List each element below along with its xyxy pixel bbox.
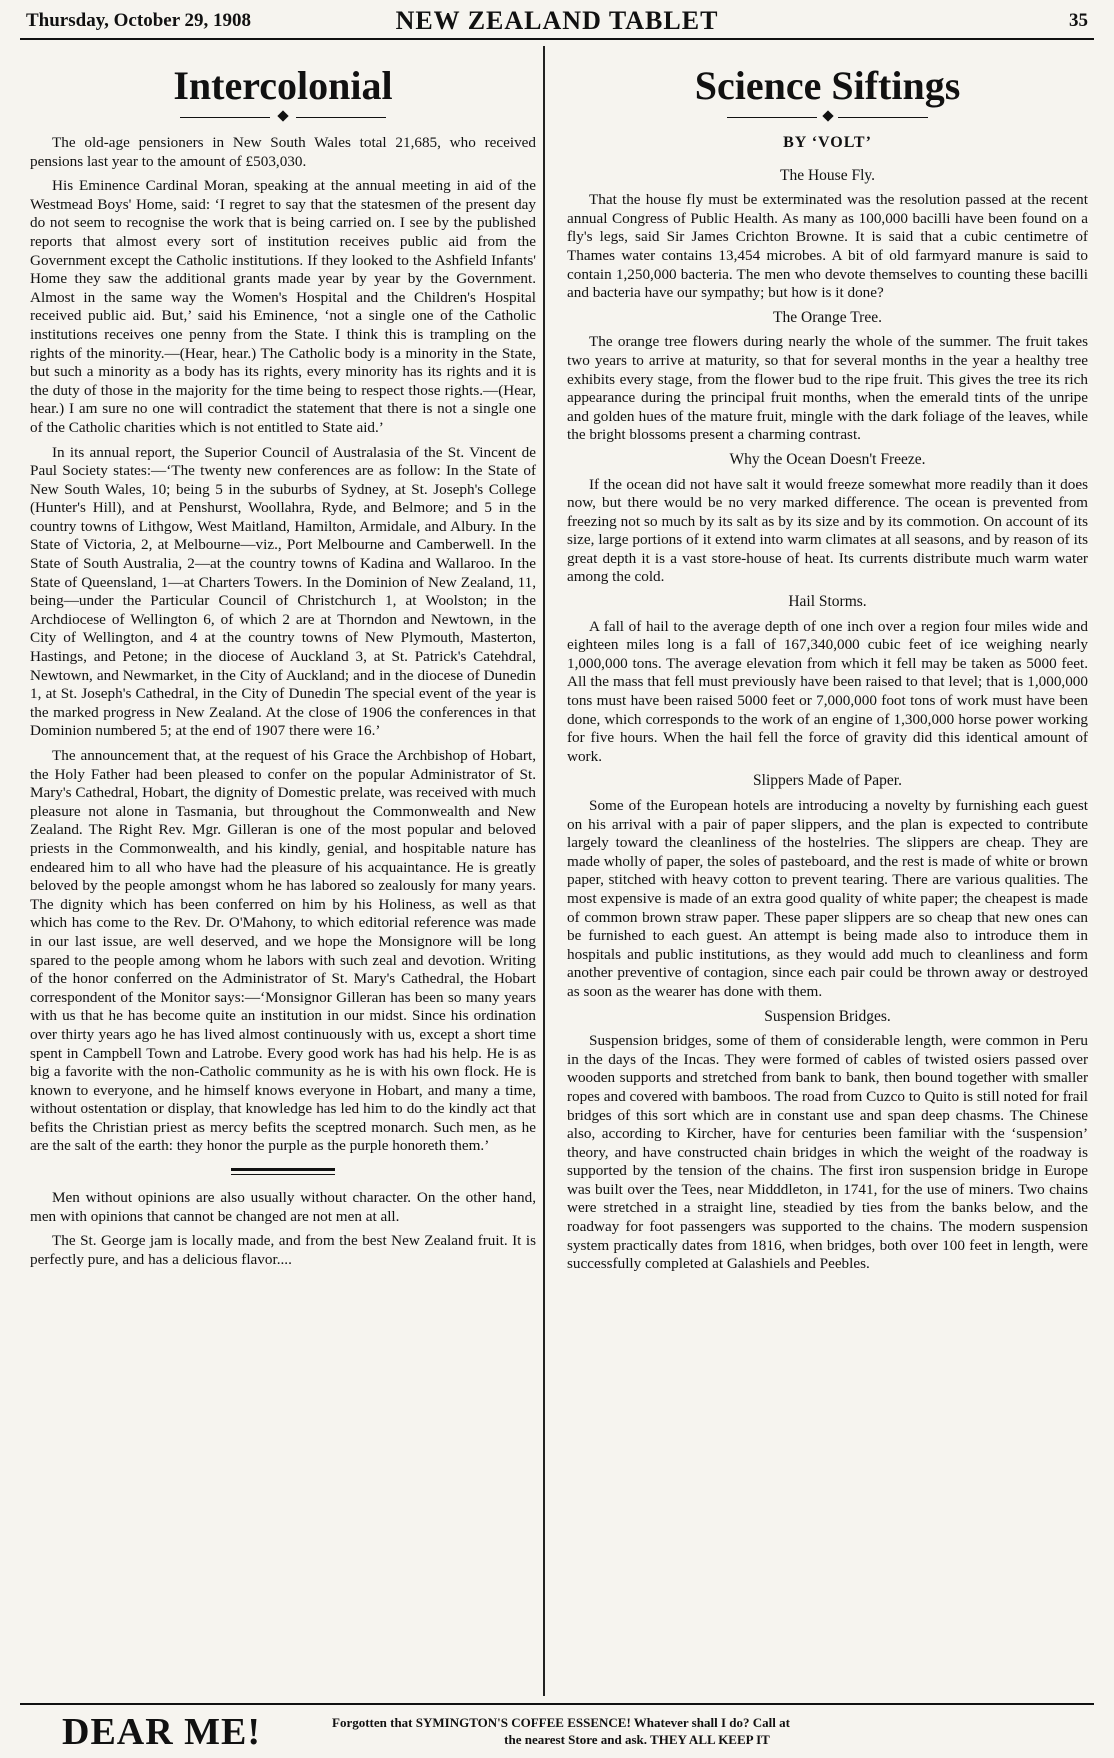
intercolonial-heading: Intercolonial (173, 63, 393, 108)
article-house-fly: That the house fly must be exterminated was the resolution passed at the recent annual Congress of Public Health. As many as 100,000 bacilli have been found on a fly's legs, said Sir James Crichton Browne. It is said that a cubic centimetre of Thames water contains 13,454 microbes. A bit of old farmyard manure is said to contain 1,250,000 bacteria. The men who devote themselves to counting these bacilli and bacteria have our sympathy; but how is it done? (567, 191, 1088, 302)
ornament-diamond-icon (822, 110, 833, 121)
subhead-house-fly: The House Fly. (780, 166, 875, 184)
heading-ornament (567, 112, 1088, 124)
byline: BY ‘VOLT’ (783, 134, 872, 151)
article-ocean-freeze: If the ocean did not have salt it would freeze somewhat more readily than it does now, but there would be no very marked difference. The ocean is prevented from freezing not so much by its salt as by its size and by its commotion. On account of its size, large portions of it extend into warm climates at all seasons, and by reason of its great depth it is a vast store-house of heat. Its currents distribute much warm water among the cold. (567, 475, 1088, 586)
ad-headline: DEAR ME! (62, 1711, 262, 1753)
issue-date: Thursday, October 29, 1908 (26, 10, 252, 31)
subhead-paper-slippers: Slippers Made of Paper. (753, 772, 902, 790)
subhead-ocean-freeze: Why the Ocean Doesn't Freeze. (729, 450, 926, 468)
paragraph-vincent-de-paul: In its annual report, the Superior Council of Australasia of the St. Vincent de Paul Society states:—‘The twenty new conferences are as follow: In the State of New South Wales, 10; being 5 in the suburbs of Sydney, at St. Joseph's College (Hunter's Hill), and at Penshurst, Woollahra, Ryde, and Belmore; and 5 in the country towns of Lithgow, West Maitland, Hamilton, Armidale, and Albury. In the State of Victoria, 2, at Melbourne—viz., Port Melbourne and Camberwell. In the State of South Australia, 2—at the country towns of Kadina and Wallaroo. In the State of Queensland, 1—at Charters Towers. In the Dominion of New Zealand, 11, being—under the Particular Council of Christchurch 1, at Woolston; in the Archdiocese of Wellington 6, of which 2 are at Thorndon and Newtown, in the City of Wellington, and 4 at the country towns of New Plymouth, Masterton, Hastings, and Petone; in the diocese of Auckland 3, at St. Patrick's Catehdral, Newtown, and Newmarket, in the City of Auckland; and in the diocese of Dunedin 1, at St. Joseph's Cathedral, in the City of Dunedin The special event of the year is the marked progress in New Zealand. At the close of 1906 the conferences in that Dominion numbered 5; at the end of 1907 there were 16.’ (30, 443, 536, 740)
ornament-rule-left (727, 117, 817, 118)
science-siftings-heading: Science Siftings (694, 63, 961, 108)
article-orange-tree: The orange tree flowers during nearly the whole of the summer. The fruit takes two years to arrive at maturity, so that for several months in the year a healthy tree exhibits every stage, from the flower bud to the ripe fruit. This gives the tree its rich appearance during the principal fruit months, when the emerald tints of the unripe and golden hues of the mature fruit, mingle with the dark foliage of the leaves, while the bright blossoms present a charming contrast. (567, 333, 1088, 444)
subhead-suspension-bridges: Suspension Bridges. (764, 1007, 891, 1025)
heading-ornament (30, 112, 536, 124)
article-suspension-bridges: Suspension bridges, some of them of considerable length, were common in Peru in the days of the Incas. They were formed of cables of twisted osiers passed over wooden supports and stretched from bank to bank, then bound together with smaller ropes and covered with bamboos. The road from Cuzco to Quito is still noted for frail bridges of this sort which are in constant use and span deep chasms. The Chinese also, according to Kircher, have for centuries been familiar with the ‘suspension’ theory, and have constructed chain bridges in which the weight of the roadway is supported by the tension of the chains. The first iron suspension bridge in Europe was built over the Tees, near Midddleton, in 1741, for the use of miners. Two chains were stretched in a straight line, steadied by ties from the banks below, and the roadway for foot passengers was supported to the chains. The modern suspension system practically dates from 1816, when bridges, both over 100 feet in length, were successfully completed at Galashiels and Peebles. (567, 1032, 1088, 1273)
paragraph-cardinal-moran: His Eminence Cardinal Moran, speaking at the annual meeting in aid of the Westmead Boys' Home, said: ‘I regret to say that the statesmen of the present day do not seem to recognise the work that is being carried on. I see by the published reports that almost every sort of institution receives public aid from the Government except the Catholic institutions. If they looked to the Ashfield Infants' Home they saw the additional grants made year by year by the Government. Almost in the same way the Women's Hospital and the Children's Hospital received public aid. But,’ said his Eminence, ‘not a single one of the Catholic institutions receives one penny from the State. I think this is trampling on the rights of the minority.—(Hear, hear.) The Catholic body is a minority in the State, but such a minority as a body has its rights, every minority has its rights and it is the duty of those in the majority for the time being to respect those rights.—(Hear, hear.) I am sure no one will contradict the statement that there is not a single one of the Catholic charities which is not entitled to State aid.’ (30, 177, 536, 436)
science-siftings-column (567, 60, 1088, 1280)
ornament-rule-right (838, 117, 928, 118)
ornament-diamond-icon (277, 110, 288, 121)
ornament-rule-right (296, 117, 386, 118)
newspaper-title: NEW ZEALAND TABLET (395, 6, 719, 35)
footer-rule (20, 1703, 1094, 1705)
page-number: 35 (1069, 10, 1088, 31)
subhead-orange-tree: The Orange Tree. (773, 308, 882, 326)
article-paper-slippers: Some of the European hotels are introducing a novelty by furnishing each guest on his arrival with a pair of paper slippers, and the plan is expected to contribute largely toward the cleanliness of the hostelries. The slippers are cheap. They are made wholly of paper, the soles of pasteboard, and the rest is made of white or brown paper, stitched with heavy cotton to prevent tearing. There are various qualities. The most expensive is made of an extra good quality of white paper; the cheapest is made of common brown straw paper. These paper slippers are so cheap that new ones can be furnished to each guest. An attempt is being made also to introduce them in hospitals and public institutions, as they would add much to cleanliness and form another preventive of contagion, since each pair could be thrown away or destroyed as soon as the wearer has done with them. (567, 797, 1088, 1000)
ad-line-2: the nearest Store and ask. THEY ALL KEEP IT (504, 1732, 770, 1747)
paragraph-opinions: Men without opinions are also usually without character. On the other hand, men with opinions that cannot be changed are not men at all. (30, 1189, 536, 1225)
paragraph-pensions: The old-age pensioners in New South Wales total 21,685, who received pensions last year to the amount of £503,030. (30, 134, 536, 170)
column-divider (543, 46, 545, 1696)
intercolonial-column (30, 60, 536, 1275)
subhead-hail-storms: Hail Storms. (788, 593, 867, 611)
article-hail-storms: A fall of hail to the average depth of one inch over a region four miles wide and eighteen miles long is a fall of 167,340,000 cubic feet of ice weighing nearly 1,000,000 tons. The average elevation from which it fell may be taken as 5000 feet. All the mass that fell must previously have been raised to that level; that is 1,000,000 tons must have been raised 5000 feet or 7,000,000 foot tons of work must have been done, which corresponds to the work of an engine of 1,300,000 horse power working for five hours. When the hail fell the force of gravity did this identical amount of work. (567, 617, 1088, 765)
ad-line-1: Forgotten that SYMINGTON'S COFFEE ESSENCE! Whatever shall I do? Call at (332, 1715, 790, 1730)
symingtons-advertisement (62, 1712, 1062, 1752)
paragraph-st-george-jam: The St. George jam is locally made, and from the best New Zealand fruit. It is perfectly pure, and has a delicious flavor.... (30, 1232, 536, 1268)
masthead (20, 4, 1094, 40)
section-double-rule (231, 1168, 335, 1175)
ornament-rule-left (180, 117, 270, 118)
ad-body (332, 1714, 1062, 1748)
paragraph-mgr-gilleran: The announcement that, at the request of his Grace the Archbishop of Hobart, the Holy Father had been pleased to confer on the popular Administrator of St. Mary's Cathedral, Hobart, the dignity of Domestic prelate, was received with much pleasure not alone in Tasmania, but throughout the Commonwealth and New Zealand. The Right Rev. Mgr. Gilleran is one of the most popular and beloved priests in the Commonwealth, and his kindly, genial, and hospitable nature has endeared him to all who have had the pleasure of his acquaintance. He is greatly beloved by the people amongst whom he has labored so zealously for many years. The dignity which has been conferred on him by his Holiness, as well as that which has come to the Rev. Dr. O'Mahony, to which editorial reference was made in our last issue, are well deserved, and we hope the Monsignore will be long spared to the people among whom he labors with such zeal and devotion. Writing of the honor conferred on the Administrator of St. Mary's Cathedral, the Hobart correspondent of the Monitor says:—‘Monsignor Gilleran has been so many years with us that he has become quite an institution in our midst. Since his ordination over thirty years ago he has lived almost continuously with us, except a short time spent in Campbell Town and Latrobe. Every good work has had his help. He is as big a favorite with the non-Catholic community as he is with his own flock. He is known to everyone, and he himself knows everyone in Hobart, and many a time, without ostentation or display, that knowledge has led him to do the kindly act that befits the Christian priest as mercy befits the sceptred monarch. Such men, as he are the salt of the earth: they honor the purple as the purple honoreth them.’ (30, 747, 536, 1155)
